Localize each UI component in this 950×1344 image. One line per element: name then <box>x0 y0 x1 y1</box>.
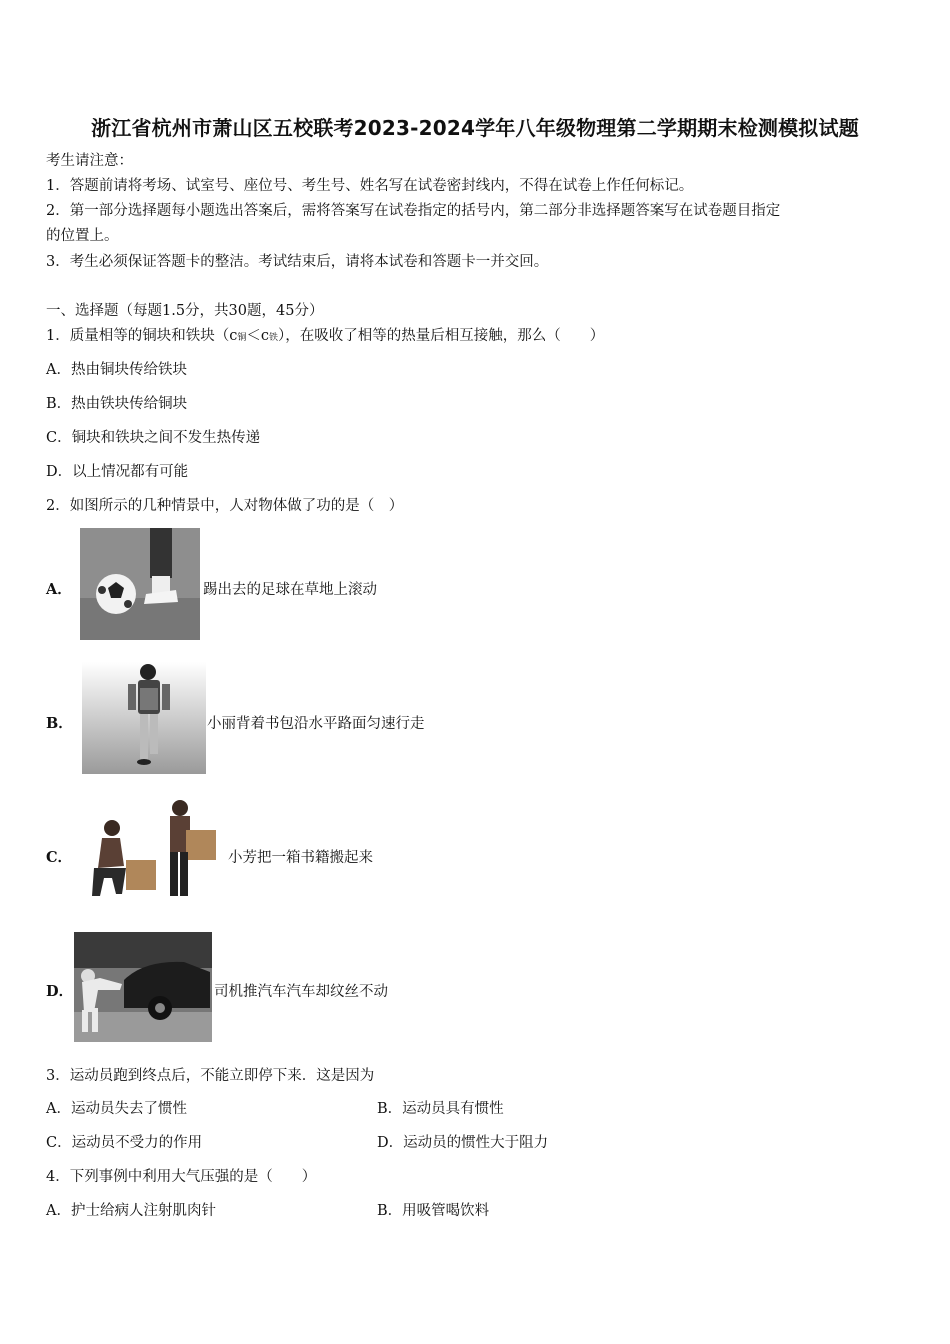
q1-sub-copper: 铜 <box>237 333 247 343</box>
q2-option-b-letter[interactable]: B． <box>46 715 73 732</box>
girl-backpack-image <box>82 662 206 774</box>
q1-option-b[interactable]: B．热由铁块传给铜块 <box>46 396 188 412</box>
q2-option-b-text: 小丽背着书包沿水平路面匀速行走 <box>207 716 425 732</box>
notice-item-3: 3．考生必须保证答题卡的整洁。考试结束后，请将本试卷和答题卡一并交回。 <box>46 254 549 270</box>
q1-stem-a: 1．质量相等的铜块和铁块（c <box>46 328 238 344</box>
page-title: 浙江省杭州市萧山区五校联考2023-2024学年八年级物理第二学期期末检测模拟试题 <box>91 116 859 140</box>
q1-sub-iron: 铁 <box>269 333 279 343</box>
q2-option-c-letter[interactable]: C． <box>46 849 73 866</box>
q2-option-d-letter[interactable]: D． <box>46 983 74 1000</box>
q3-option-a[interactable]: A．运动员失去了惯性 <box>46 1101 187 1117</box>
q4-option-b[interactable]: B．用吸管喝饮料 <box>377 1203 490 1219</box>
question-2-stem: 2．如图所示的几种情景中，人对物体做了功的是（ ） <box>46 498 404 514</box>
q1-option-a[interactable]: A．热由铜块传给铁块 <box>46 362 187 378</box>
q2-option-a-letter[interactable]: A． <box>46 581 72 598</box>
football-kick-image <box>80 528 200 640</box>
section-heading: 一、选择题（每题1.5分，共30题，45分） <box>46 303 324 319</box>
q1-stem-b: ），在吸收了相等的热量后相互接触，那么（ ） <box>278 328 605 344</box>
q1-stem-mid: ＜c <box>246 328 269 344</box>
notice-heading: 考生请注意： <box>46 153 133 169</box>
q1-option-c[interactable]: C．铜块和铁块之间不发生热传递 <box>46 430 261 446</box>
q2-option-d-text: 司机推汽车汽车却纹丝不动 <box>214 984 388 1000</box>
pushing-car-image <box>74 932 212 1042</box>
lifting-box-image <box>76 796 224 908</box>
question-3-stem: 3．运动员跑到终点后，不能立即停下来．这是因为 <box>46 1068 375 1084</box>
notice-item-2-cont: 的位置上。 <box>46 228 119 244</box>
q2-option-a-text: 踢出去的足球在草地上滚动 <box>203 582 377 598</box>
q4-option-a[interactable]: A．护士给病人注射肌肉针 <box>46 1203 216 1219</box>
q3-option-b[interactable]: B．运动员具有惯性 <box>377 1101 504 1117</box>
question-1-stem <box>46 327 604 347</box>
q2-option-c-text: 小芳把一箱书籍搬起来 <box>228 850 373 866</box>
question-4-stem: 4．下列事例中利用大气压强的是（ ） <box>46 1169 317 1185</box>
q1-option-d[interactable]: D．以上情况都有可能 <box>46 464 189 480</box>
notice-item-1: 1．答题前请将考场、试室号、座位号、考生号、姓名写在试卷密封线内，不得在试卷上作任何标记。 <box>46 178 694 194</box>
notice-item-2: 2．第一部分选择题每小题选出答案后，需将答案写在试卷指定的括号内，第二部分非选择题答案写在试卷题目指定 <box>46 203 781 219</box>
q3-option-d[interactable]: D．运动员的惯性大于阻力 <box>377 1135 549 1151</box>
q3-option-c[interactable]: C．运动员不受力的作用 <box>46 1135 203 1151</box>
